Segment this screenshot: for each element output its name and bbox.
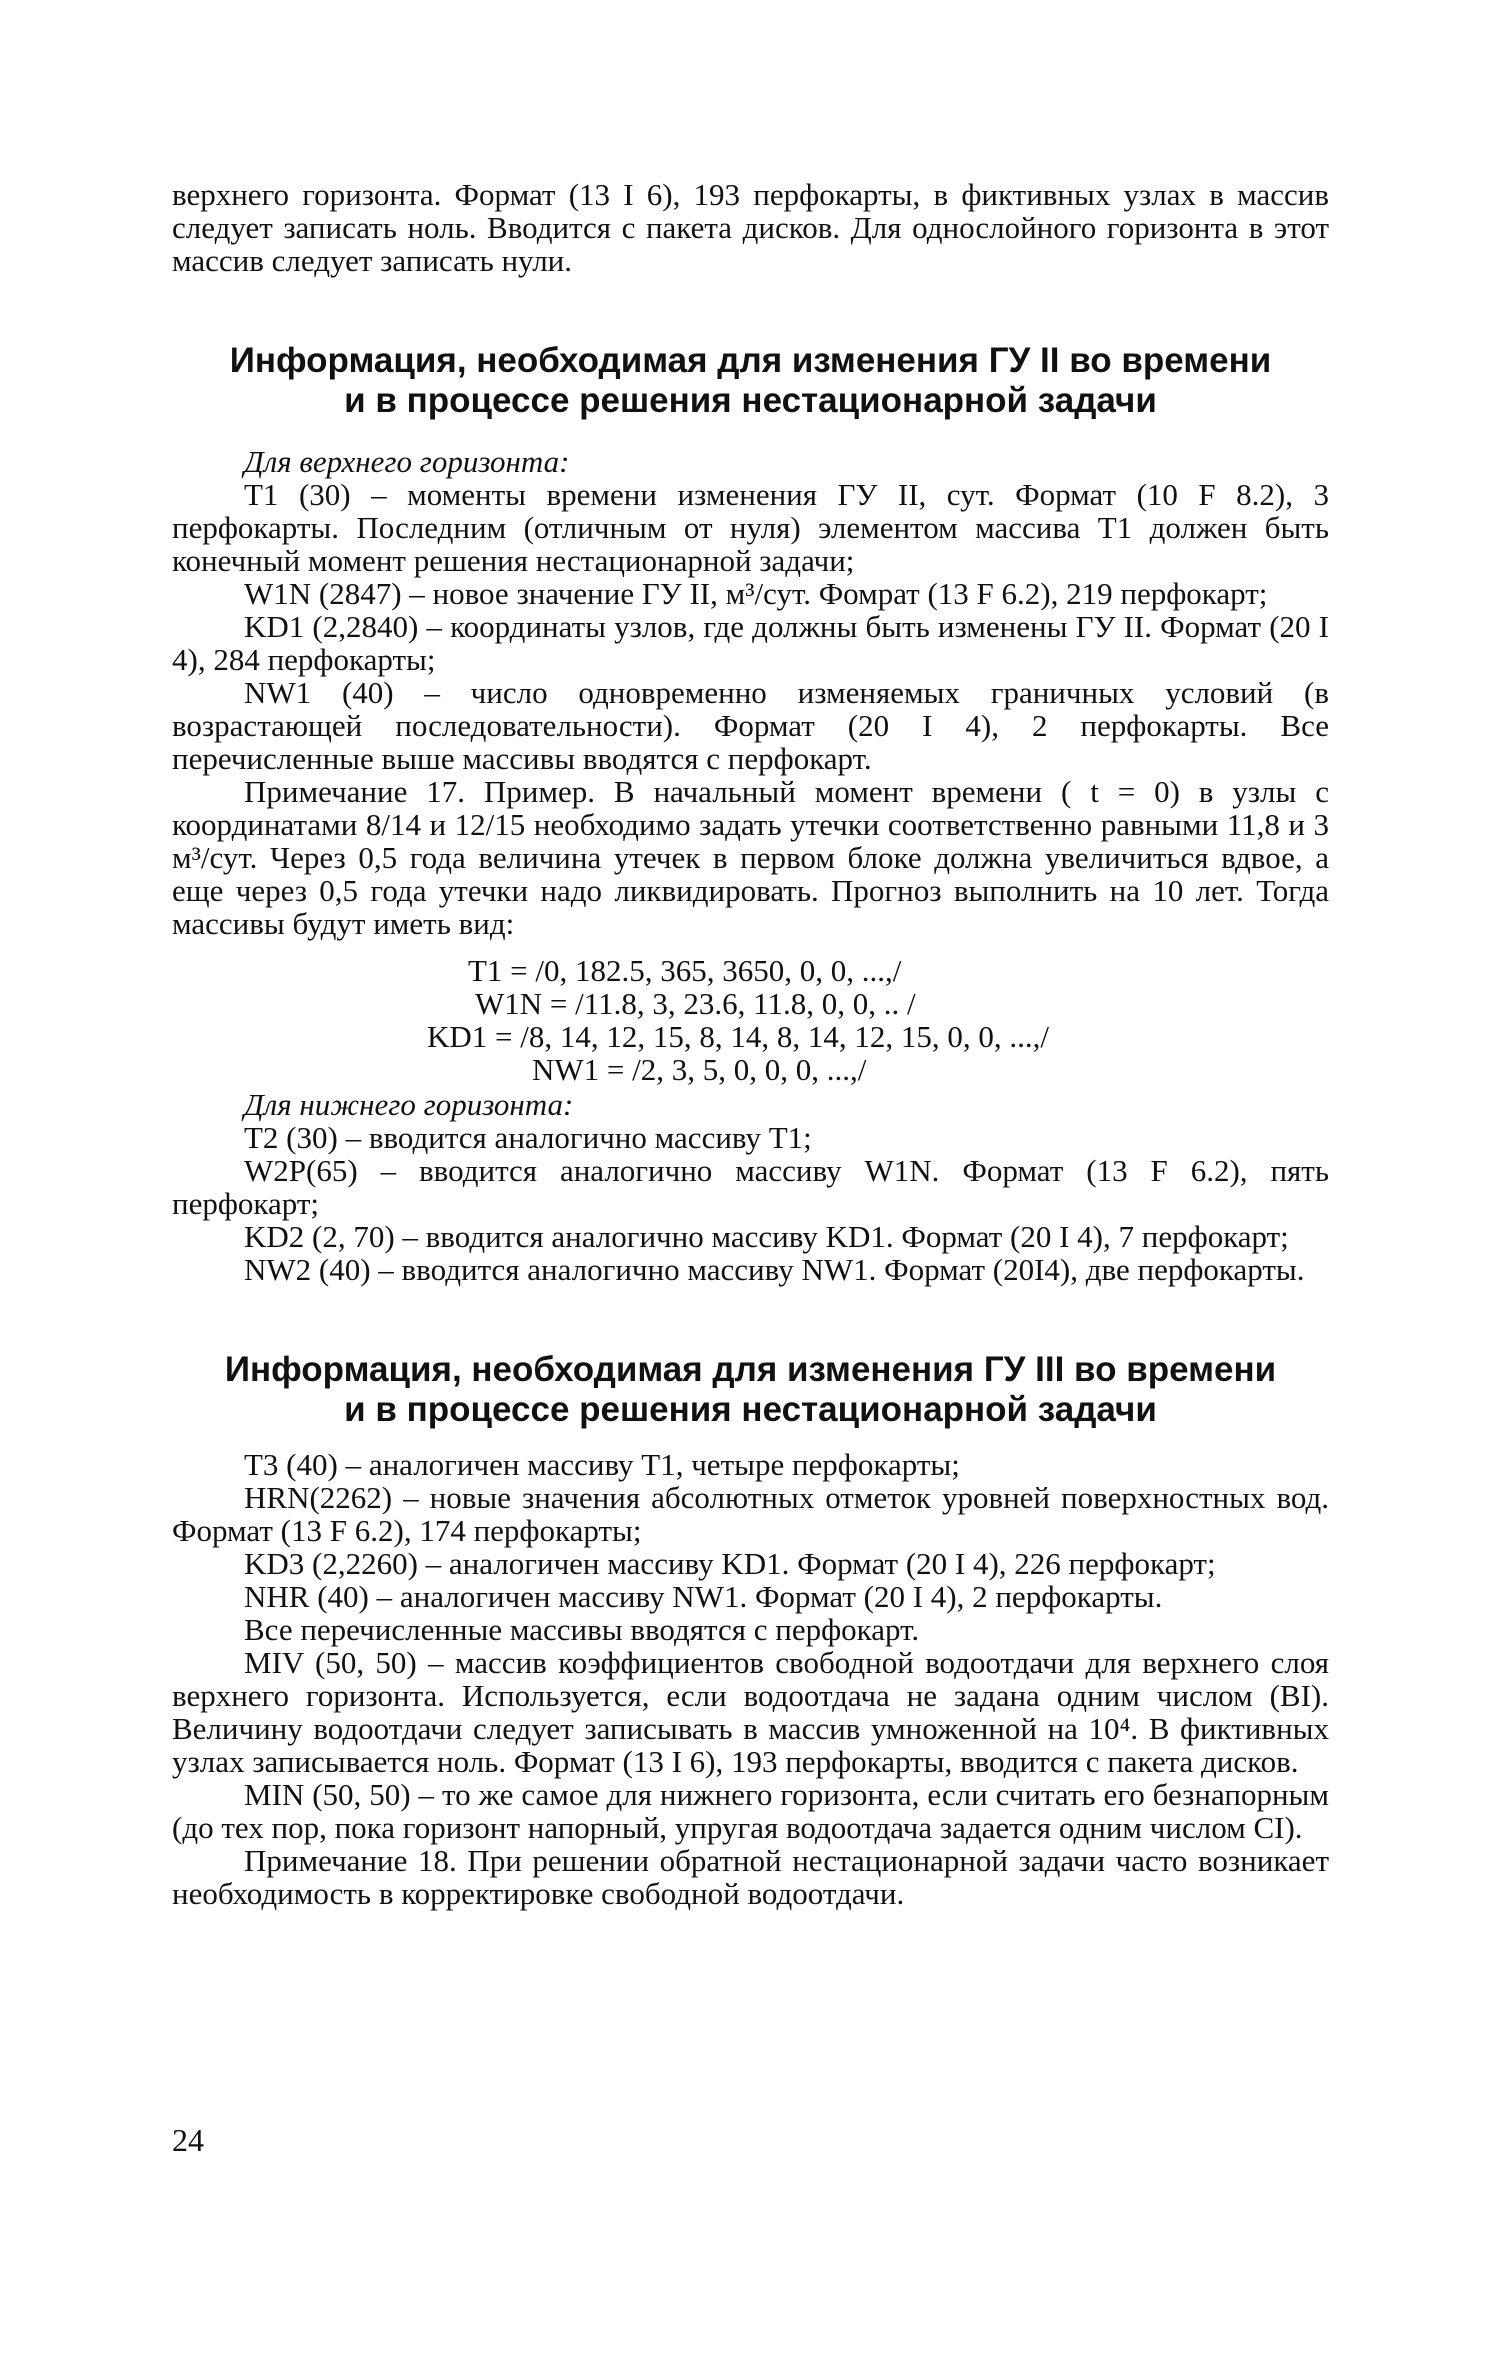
paragraph-hrn: HRN(2262) – новые значения абсолютных отметок уровней поверхностных вод. Формат (13 F 6.2), 174 перфокарты; [172, 1480, 1329, 1548]
paragraph-w1n: W1N (2847) – новое значение ГУ II, м³/сут. Фомрат (13 F 6.2), 219 перфокарт; [244, 576, 1268, 611]
note-18: Примечание 18. При решении обратной нестационарной задачи часто возникает необходимость в корректировке свободной водоотдачи. [172, 1843, 1329, 1911]
paragraph-t3: T3 (40) – аналогичен массиву T1, четыре перфокарты; [244, 1447, 960, 1482]
example-equations [172, 954, 1329, 1086]
section-2-heading [172, 1350, 1329, 1430]
subheading-lower-horizon: Для нижнего горизонта: [244, 1087, 574, 1122]
equation-w1n: W1N = /11.8, 3, 23.6, 11.8, 0, 0, .. / [475, 986, 916, 1021]
paragraph-kd3: KD3 (2,2260) – аналогичен массиву KD1. Формат (20 I 4), 226 перфокарт; [244, 1546, 1216, 1581]
equation-t1: T1 = /0, 182.5, 365, 3650, 0, 0, ...,/ [468, 953, 902, 988]
paragraph-all-arrays: Все перечисленные массивы вводятся с перфокарт. [244, 1612, 920, 1647]
section-2-heading-line-1: Информация, необходимая для изменения ГУ III во времени [224, 1350, 1277, 1389]
section-1-heading [172, 341, 1329, 421]
equation-kd1: KD1 = /8, 14, 12, 15, 8, 14, 8, 14, 12, 15, 0, 0, ...,/ [427, 1019, 1049, 1054]
paragraph-min: MIN (50, 50) – то же самое для нижнего горизонта, если считать его безнапорным (до тех пор, пока горизонт напорный, упругая водоотдача задается одним числом CI). [172, 1777, 1329, 1845]
paragraph-nw2: NW2 (40) – вводится аналогично массиву NW1. Формат (20I4), две перфокарты. [244, 1252, 1305, 1287]
equation-nw1: NW1 = /2, 3, 5, 0, 0, 0, ...,/ [532, 1052, 867, 1087]
paragraph-miv: MIV (50, 50) – массив коэффициентов свободной водоотдачи для верхнего слоя верхнего горизонта. Используется, если водоотдача не задана одним числом (BI). Величину водоотдачи следует записывать в массив умноженной на 10⁴. В фиктивных узлах записывается ноль. Формат (13 I 6), 193 перфокарты, вводится с пакета дисков. [172, 1645, 1329, 1779]
paragraph-t2: T2 (30) – вводится аналогично массиву T1; [244, 1120, 812, 1155]
paragraph-w2p: W2P(65) – вводится аналогично массиву W1N. Формат (13 F 6.2), пять перфокарт; [172, 1153, 1329, 1221]
paragraph-nw1: NW1 (40) – число одновременно изменяемых граничных условий (в возрастающей последовательности). Формат (20 I 4), 2 перфокарты. Все перечисленные выше массивы вводятся с перфокарт. [172, 675, 1329, 776]
section-2-heading-line-2: и в процессе решения нестационарной задачи [344, 1390, 1157, 1429]
section-1-heading-line-2: и в процессе решения нестационарной задачи [344, 381, 1157, 420]
paragraph-nhr: NHR (40) – аналогичен массиву NW1. Формат (20 I 4), 2 перфокарты. [244, 1579, 1163, 1614]
paragraph-kd1: KD1 (2,2840) – координаты узлов, где должны быть изменены ГУ II. Формат (20 I 4), 284 перфокарты; [172, 609, 1329, 677]
subheading-upper-horizon: Для верхнего горизонта: [244, 444, 570, 479]
paragraph-t1: T1 (30) – моменты времени изменения ГУ II, сут. Формат (10 F 8.2), 3 перфокарты. Последним (отличным от нуля) элементом массива T1 должен быть конечный момент решения нестационарной задачи; [172, 477, 1329, 578]
page-number: 24 [172, 2122, 204, 2158]
note-17: Примечание 17. Пример. В начальный момент времени ( t = 0) в узлы с координатами 8/14 и 12/15 необходимо задать утечки соответственно равными 11,8 и 3 м³/сут. Через 0,5 года величина утечек в первом блоке должна увеличиться вдвое, а еще через 0,5 года утечки надо ликвидировать. Прогноз выполнить на 10 лет. Тогда массивы будут иметь вид: [172, 774, 1329, 941]
section-1-heading-line-1: Информация, необходимая для изменения ГУ II во времени [229, 341, 1272, 380]
paragraph-kd2: KD2 (2, 70) – вводится аналогично массиву KD1. Формат (20 I 4), 7 перфокарт; [244, 1219, 1289, 1254]
intro-paragraph: верхнего горизонта. Формат (13 I 6), 193 перфокарты, в фиктивных узлах в массив следует записать ноль. Вводится с пакета дисков. Для однослойного горизонта в этот массив следует записать нули. [172, 177, 1329, 278]
